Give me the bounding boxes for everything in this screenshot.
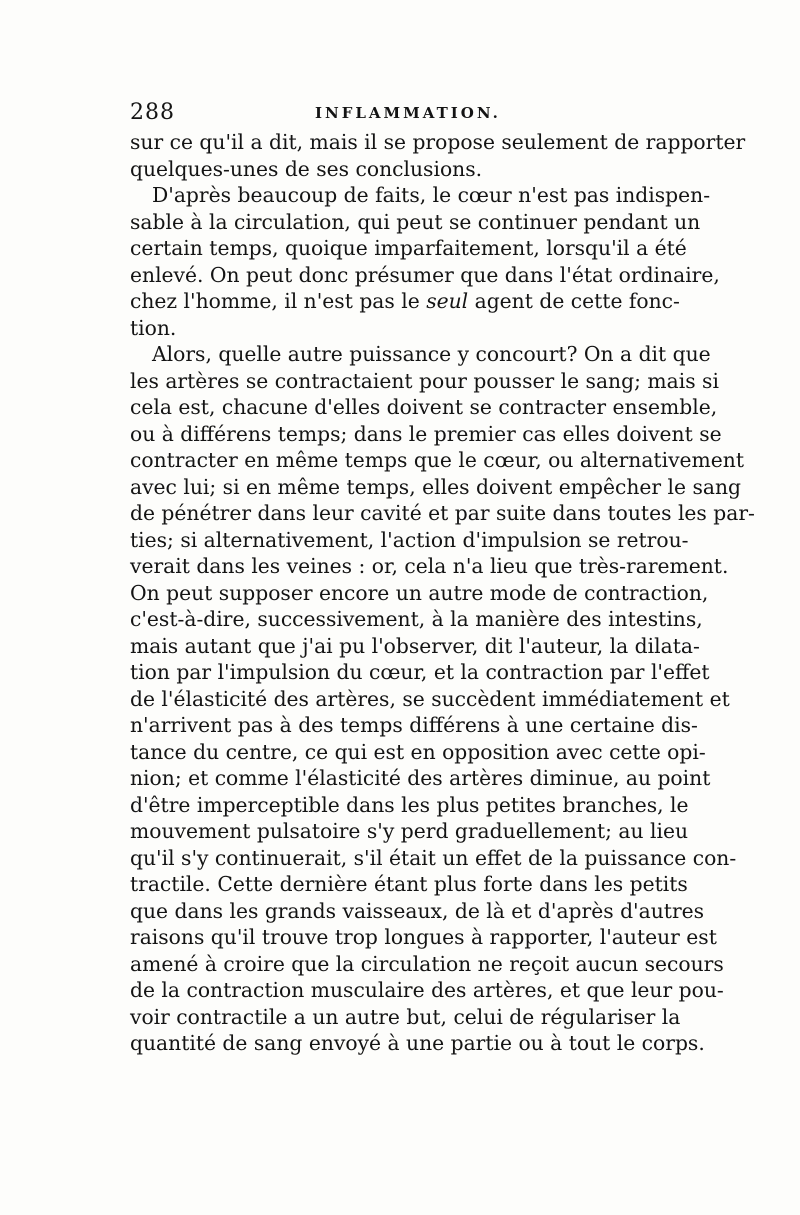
text-line: mais autant que j'ai pu l'observer, dit l'auteur, la dilata-: [130, 633, 700, 658]
text-line: cela est, chacune d'elles doivent se contracter ensemble,: [130, 395, 718, 419]
text-line: Alors, quelle autre puissance y concourt? On a dit que: [152, 342, 711, 366]
text-line: que dans les grands vaisseaux, de là et d'après d'autres: [130, 898, 705, 923]
text-line: d'être imperceptible dans les plus petites branches, le: [130, 792, 689, 817]
text-segment: agent de cette fonc-: [474, 289, 680, 313]
text-line: tion.: [130, 315, 177, 340]
text-line: ties; si alternativement, l'action d'impulsion se retrou-: [130, 527, 689, 552]
text-line: c'est-à-dire, successivement, à la manière des intestins,: [130, 607, 703, 631]
text-line: qu'il s'y continuerait, s'il était un effet de la puissance con-: [130, 845, 737, 870]
body-text: [130, 129, 755, 1057]
text-line: sable à la circulation, qui peut se continuer pendant un: [130, 209, 701, 234]
text-line: contracter en même temps que le cœur, ou alternativement: [130, 448, 744, 472]
emphasized-word: seul: [426, 289, 469, 313]
text-line: verait dans les veines : or, cela n'a lieu que très-rarement.: [130, 554, 729, 578]
text-line: enlevé. On peut donc présumer que dans l'état ordinaire,: [130, 262, 720, 287]
text-line: mouvement pulsatoire s'y perd graduellement; au lieu: [130, 819, 689, 843]
text-line: tractile. Cette dernière étant plus forte dans les petits: [130, 872, 688, 896]
text-line: quelques-unes de ses conclusions.: [130, 156, 483, 181]
text-line: D'après beaucoup de faits, le cœur n'est pas indispen-: [152, 183, 711, 207]
text-line-with-emphasis: [130, 288, 680, 315]
text-line: n'arrivent pas à des temps différens à une certaine dis-: [130, 713, 698, 737]
text-line: de pénétrer dans leur cavité et par suite dans toutes les par-: [130, 501, 755, 525]
running-title: INFLAMMATION.: [315, 104, 501, 122]
text-line: certain temps, quoique imparfaitement, lorsqu'il a été: [130, 236, 687, 260]
text-line: raisons qu'il trouve trop longues à rapporter, l'auteur est: [130, 925, 717, 949]
text-segment: chez l'homme, il n'est pas le: [130, 289, 420, 313]
text-line: ou à différens temps; dans le premier cas elles doivent se: [130, 421, 722, 446]
text-line: de la contraction musculaire des artères, et que leur pou-: [130, 978, 724, 1002]
text-line: sur ce qu'il a dit, mais il se propose seulement de rapporter: [130, 130, 746, 154]
text-line: nion; et comme l'élasticité des artères diminue, au point: [130, 766, 711, 790]
running-head: [130, 100, 670, 130]
text-line: avec lui; si en même temps, elles doivent empêcher le sang: [130, 474, 742, 499]
text-line: tance du centre, ce qui est en opposition avec cette opi-: [130, 739, 706, 764]
text-line: amené à croire que la circulation ne reçoit aucun secours: [130, 951, 724, 976]
text-line: de l'élasticité des artères, se succèdent immédiatement et: [130, 686, 730, 711]
page-number: 288: [130, 100, 175, 125]
text-line: voir contractile a un autre but, celui de régulariser la: [130, 1004, 681, 1029]
text-line: quantité de sang envoyé à une partie ou à tout le corps.: [130, 1031, 705, 1055]
text-line: les artères se contractaient pour pousser le sang; mais si: [130, 368, 719, 393]
text-line: tion par l'impulsion du cœur, et la contraction par l'effet: [130, 660, 710, 684]
text-line: On peut supposer encore un autre mode de contraction,: [130, 580, 709, 605]
